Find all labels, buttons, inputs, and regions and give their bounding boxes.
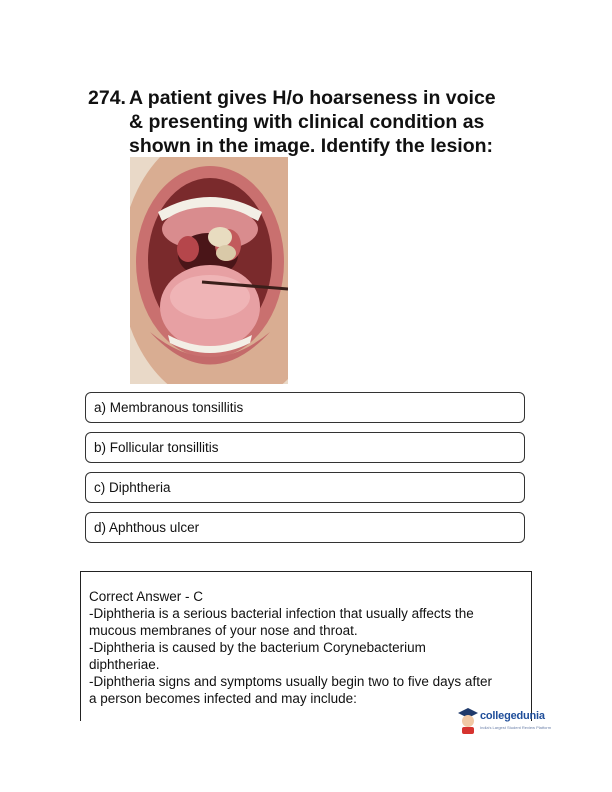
option-b[interactable]: b) Follicular tonsillitis	[85, 432, 525, 463]
answer-line-4: -Diphtheria is caused by the bacterium Corynebacterium	[89, 640, 426, 655]
question-line-3: shown in the image. Identify the lesion:	[129, 135, 494, 157]
answer-line-5: diphtheriae.	[89, 657, 160, 672]
clinical-image-open-mouth	[130, 157, 288, 384]
answer-line-7: a person becomes infected and may include:	[89, 691, 357, 706]
logo-brand-text: collegedunia	[480, 710, 545, 722]
question-number: 274.	[88, 87, 126, 109]
option-d[interactable]: d) Aphthous ulcer	[85, 512, 525, 543]
question-line-1: A patient gives H/o hoarseness in voice	[129, 87, 496, 109]
option-a[interactable]: a) Membranous tonsillitis	[85, 392, 525, 423]
option-c[interactable]: c) Diphtheria	[85, 472, 525, 503]
answer-line-6: -Diphtheria signs and symptoms usually begin two to five days after	[89, 674, 492, 689]
open-mouth-illustration	[130, 157, 288, 384]
answer-line-2: -Diphtheria is a serious bacterial infection that usually affects the	[89, 606, 474, 621]
answer-explanation-box	[80, 571, 532, 721]
question-line-2: & presenting with clinical condition as	[129, 111, 485, 133]
answer-line-1: Correct Answer - C	[89, 589, 204, 604]
logo-tagline: India's Largest Student Review Platform	[480, 725, 552, 730]
answer-line-3: mucous membranes of your nose and throat.	[89, 623, 358, 638]
collegedunia-logo	[458, 706, 558, 738]
graduate-mascot-icon	[458, 708, 478, 734]
